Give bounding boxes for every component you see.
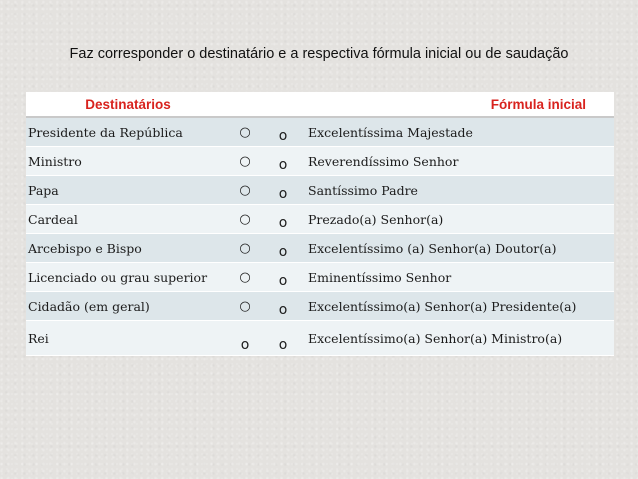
table-row <box>26 234 614 263</box>
table-row <box>26 292 614 321</box>
destinatario-cell: Arcebispo e Bispo <box>26 234 230 263</box>
left-match-marker[interactable]: ○ <box>230 176 260 205</box>
formula-cell: Excelentíssimo(a) Senhor(a) Presidente(a) <box>306 292 614 321</box>
destinatario-cell: Presidente da República <box>26 117 230 147</box>
formula-cell: Santíssimo Padre <box>306 176 614 205</box>
formula-cell: Eminentíssimo Senhor <box>306 263 614 292</box>
left-match-marker[interactable]: ○ <box>230 147 260 176</box>
destinatario-cell: Cidadão (em geral) <box>26 292 230 321</box>
destinatario-cell: Cardeal <box>26 205 230 234</box>
right-match-marker[interactable]: o <box>260 263 306 292</box>
table-row <box>26 147 614 176</box>
page-title: Faz corresponder o destinatário e a respectiva fórmula inicial ou de saudação <box>69 46 569 62</box>
table-row <box>26 176 614 205</box>
table-row <box>26 117 614 147</box>
table-row <box>26 205 614 234</box>
table-row <box>26 321 614 356</box>
formula-cell: Reverendíssimo Senhor <box>306 147 614 176</box>
matching-table <box>26 92 614 356</box>
formula-cell: Prezado(a) Senhor(a) <box>306 205 614 234</box>
table-header-row <box>26 92 614 117</box>
destinatario-cell: Papa <box>26 176 230 205</box>
destinatario-cell: Licenciado ou grau superior <box>26 263 230 292</box>
left-match-marker[interactable]: ○ <box>230 263 260 292</box>
right-match-marker[interactable]: o <box>260 205 306 234</box>
left-match-marker[interactable]: ○ <box>230 292 260 321</box>
header-spacer-right <box>260 92 306 117</box>
destinatario-cell: Ministro <box>26 147 230 176</box>
table-row <box>26 263 614 292</box>
right-match-marker[interactable]: o <box>260 292 306 321</box>
destinatario-cell: Rei <box>26 321 230 356</box>
right-match-marker[interactable]: o <box>260 234 306 263</box>
formula-cell: Excelentíssimo (a) Senhor(a) Doutor(a) <box>306 234 614 263</box>
formula-cell: Excelentíssima Majestade <box>306 117 614 147</box>
right-match-marker[interactable]: o <box>260 117 306 147</box>
header-formula-inicial: Fórmula inicial <box>306 92 614 117</box>
right-match-marker[interactable]: o <box>260 147 306 176</box>
right-match-marker[interactable]: o <box>260 321 306 356</box>
header-spacer-left <box>230 92 260 117</box>
left-match-marker[interactable]: ○ <box>230 117 260 147</box>
left-match-marker[interactable]: ○ <box>230 205 260 234</box>
right-match-marker[interactable]: o <box>260 176 306 205</box>
left-match-marker[interactable]: o <box>230 321 260 356</box>
header-destinatarios: Destinatários <box>26 92 230 117</box>
formula-cell: Excelentíssimo(a) Senhor(a) Ministro(a) <box>306 321 614 356</box>
left-match-marker[interactable]: ○ <box>230 234 260 263</box>
